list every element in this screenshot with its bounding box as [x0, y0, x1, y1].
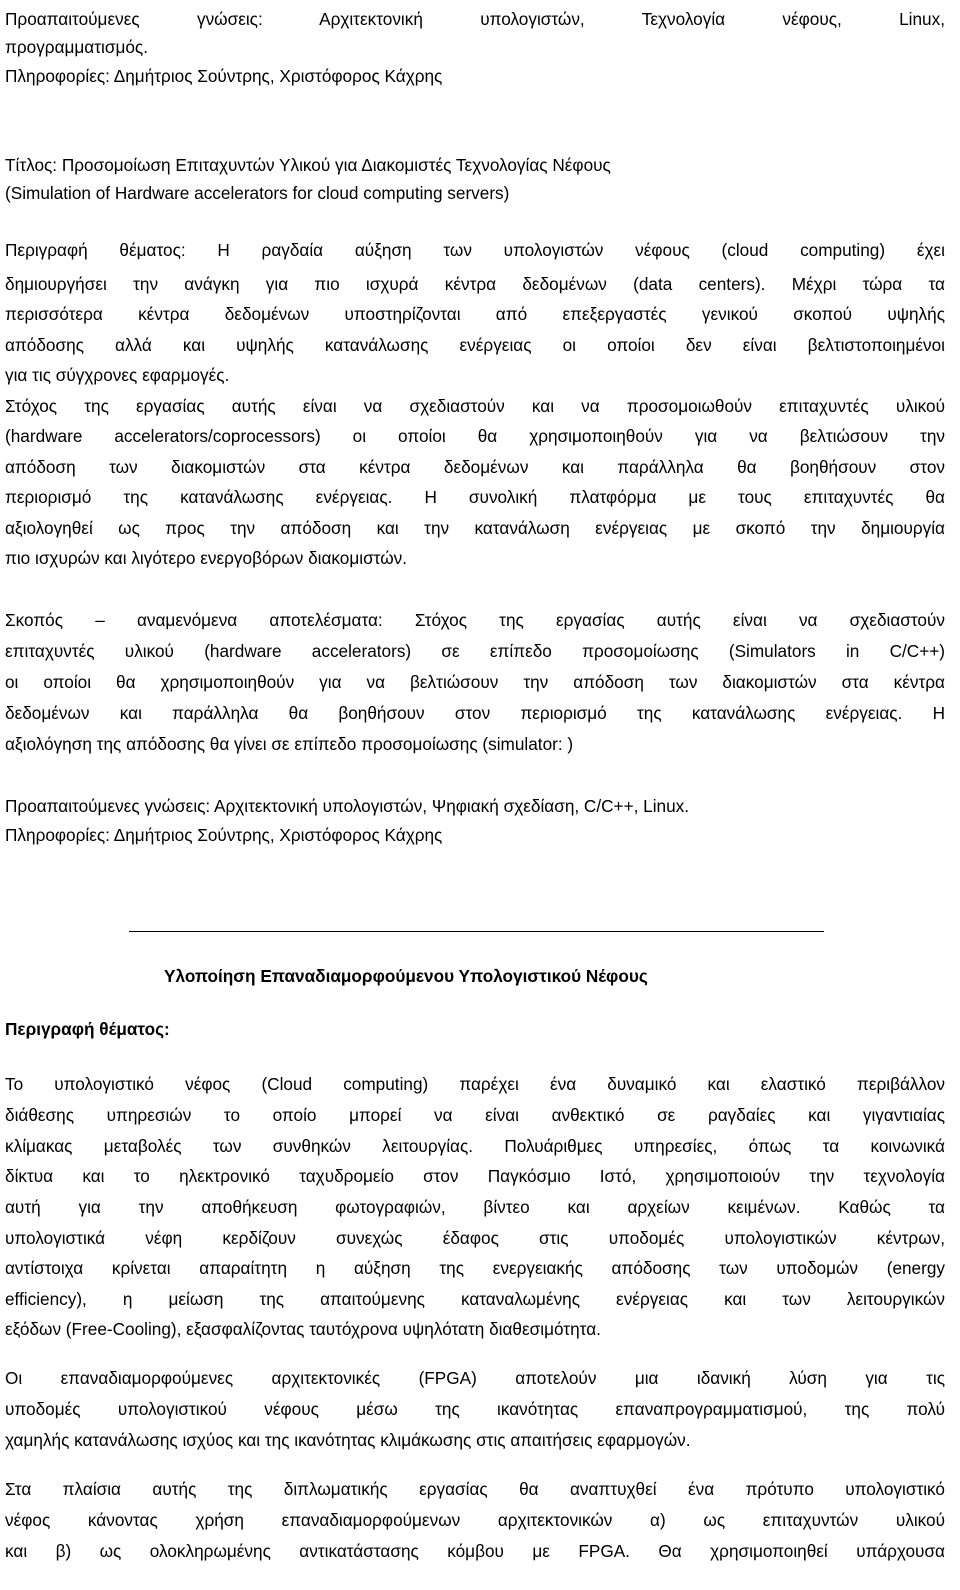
- paragraph-line: νέφος κάνοντας χρήση επαναδιαμορφούμενων αρχιτεκτονικών α) ως επιταχυντών υλικού: [5, 1510, 945, 1530]
- paragraph-line: υπολογιστικά νέφη κερδίζουν συνεχώς έδαφος στις υποδομές υπολογιστικών κέντρων,: [5, 1228, 945, 1248]
- description-line: Περιγραφή θέματος: Η ραγδαία αύξηση των υπολογιστών νέφους (cloud computing) έχει: [5, 240, 945, 260]
- goal-line: δεδομένων και παράλληλα θα βοηθήσουν στον περιορισμό της κατανάλωσης ενέργειας. Η: [5, 703, 945, 723]
- topic-heading: Υλοποίηση Επαναδιαμορφούμενου Υπολογιστικού Νέφους: [164, 966, 648, 986]
- paragraph-line: efficiency), η μείωση της απαιτούμενης καταναλωμένης ενέργειας και των λειτουργικών: [5, 1289, 945, 1309]
- description-label: Περιγραφή θέματος:: [5, 1019, 170, 1039]
- description-line: περισσότερα κέντρα δεδομένων υποστηρίζονται από επεξεργαστές γενικού σκοπού υψηλής: [5, 304, 945, 324]
- goal-line: επιταχυντές υλικού (hardware accelerators) σε επίπεδο προσομοίωσης (Simulators in C/C++): [5, 641, 945, 661]
- prereq-line: Προαπαιτούμενες γνώσεις: Αρχιτεκτονική υπολογιστών, Ψηφιακή σχεδίαση, C/C++, Linux.: [5, 796, 690, 816]
- topic-title: Τίτλος: Προσομοίωση Επιταχυντών Υλικού για Διακομιστές Τεχνολογίας Νέφους: [5, 155, 611, 175]
- paragraph-line: χαμηλής κατανάλωσης ισχύος και της ικανότητας κλιμάκωσης στις απαιτήσεις εφαρμογών.: [5, 1430, 691, 1450]
- paragraph-line: Οι επαναδιαμορφούμενες αρχιτεκτονικές (FPGA) αποτελούν μια ιδανική λύση για τις: [5, 1368, 945, 1388]
- paragraph-line: υποδομές υπολογιστικού νέφους μέσω της ικανότητας επαναπρογραμματισμού, της πολύ: [5, 1399, 945, 1419]
- paragraph-line: δίκτυα και το ηλεκτρονικό ταχυδρομείο στον Παγκόσμιο Ιστό, χρησιμοποιούν την τεχνολογία: [5, 1166, 945, 1186]
- description-line: για τις σύγχρονες εφαρμογές.: [5, 365, 230, 385]
- description-line: πιο ισχυρών και λιγότερο ενεργοβόρων διακομιστών.: [5, 548, 408, 568]
- description-line: αξιολογηθεί ως προς την απόδοση και την κατανάλωση ενέργειας με σκοπό την δημιουργία: [5, 518, 945, 538]
- goal-line: οι οποίοι θα χρησιμοποιηθούν για να βελτιώσουν την απόδοση των διακομιστών στα κέντρα: [5, 672, 945, 692]
- paragraph-line: Το υπολογιστικό νέφος (Cloud computing) παρέχει ένα δυναμικό και ελαστικό περιβάλλον: [5, 1074, 945, 1094]
- description-line: περιορισμό της κατανάλωσης ενέργειας. Η συνολική πλατφόρμα με τους επιταχυντές θα: [5, 487, 945, 507]
- description-line: απόδοσης αλλά και υψηλής κατανάλωσης ενέργειας οι οποίοι δεν είναι βελτιστοποιημένοι: [5, 335, 945, 355]
- paragraph-line: Στα πλαίσια αυτής της διπλωματικής εργασίας θα αναπτυχθεί ένα πρότυπο υπολογιστικό: [5, 1479, 945, 1499]
- description-line: Στόχος της εργασίας αυτής είναι να σχεδιαστούν και να προσομοιωθούν επιταχυντές υλικού: [5, 396, 945, 416]
- prereq-line: προγραμματισμός.: [5, 37, 148, 57]
- info-line: Πληροφορίες: Δημήτριος Σούντρης, Χριστόφορος Κάχρης: [5, 66, 443, 86]
- description-line: απόδοση των διακομιστών στα κέντρα δεδομένων και παράλληλα θα βοηθήσουν στον: [5, 457, 945, 477]
- topic-title-english: (Simulation of Hardware accelerators for cloud computing servers): [5, 183, 510, 203]
- section-divider: [129, 931, 824, 932]
- paragraph-line: εξόδων (Free-Cooling), εξασφαλίζοντας ταυτόχρονα υψηλότατη διαθεσιμότητα.: [5, 1319, 601, 1339]
- paragraph-line: αυτή για την αποθήκευση φωτογραφιών, βίντεο και αρχείων κειμένων. Καθώς τα: [5, 1197, 945, 1217]
- paragraph-line: αντίστοιχα κρίνεται απαραίτητη η αύξηση της ενεργειακής απόδοσης των υποδομών (energy: [5, 1258, 945, 1278]
- goal-line: αξιολόγηση της απόδοσης θα γίνει σε επίπεδο προσομοίωσης (simulator: ): [5, 734, 574, 754]
- paragraph-line: κλίμακας μεταβολές των συνθηκών λειτουργίας. Πολυάριθμες υπηρεσίες, όπως τα κοινωνικά: [5, 1136, 945, 1156]
- paragraph-line: και β) ως ολοκληρωμένης αντικατάστασης κόμβου με FPGA. Θα χρησιμοποιηθεί υπάρχουσα: [5, 1541, 945, 1561]
- description-line: (hardware accelerators/coprocessors) οι οποίοι θα χρησιμοποιηθούν για να βελτιώσουν την: [5, 426, 945, 446]
- description-line: δημιουργήσει την ανάγκη για πιο ισχυρά κέντρα δεδομένων (data centers). Μέχρι τώρα τα: [5, 274, 945, 294]
- paragraph-line: διάθεσης υπηρεσιών το οποίο μπορεί να είναι ανθεκτικό σε ραγδαίες και γιγαντιαίας: [5, 1105, 945, 1125]
- prereq-line: Προαπαιτούμενες γνώσεις: Αρχιτεκτονική υπολογιστών, Τεχνολογία νέφους, Linux,: [5, 9, 945, 29]
- info-line: Πληροφορίες: Δημήτριος Σούντρης, Χριστόφορος Κάχρης: [5, 825, 443, 845]
- goal-line: Σκοπός – αναμενόμενα αποτελέσματα: Στόχος της εργασίας αυτής είναι να σχεδιαστούν: [5, 610, 945, 630]
